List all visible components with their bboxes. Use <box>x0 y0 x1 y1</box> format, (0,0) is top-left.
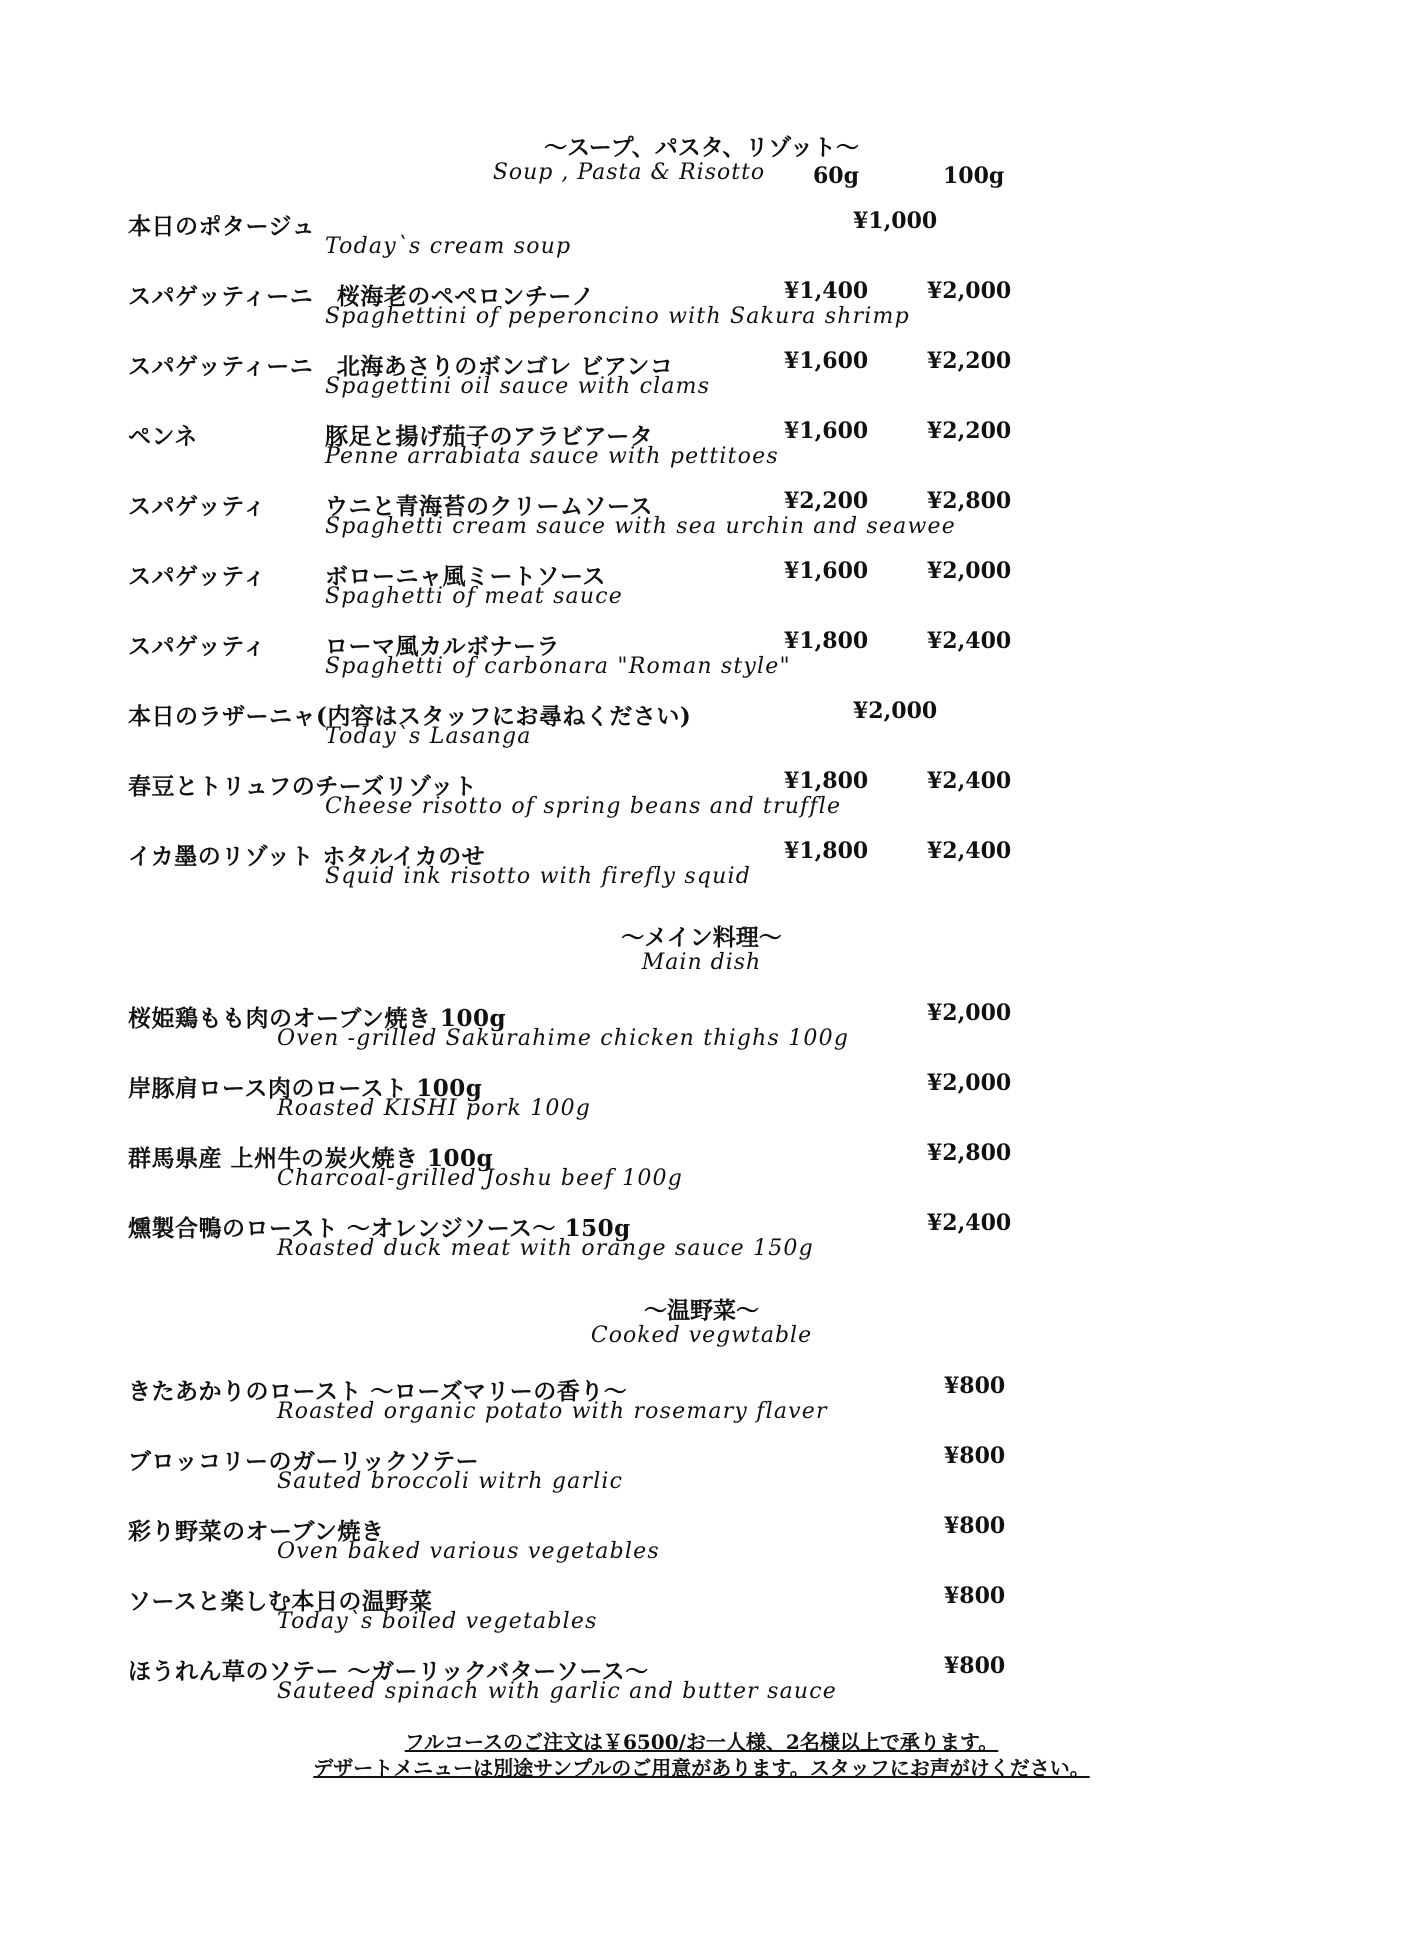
item-name-jp: 桜姫鶏もも肉のオーブン焼き 100g <box>128 1005 507 1032</box>
item-name-en: Spaghetti of meat sauce <box>325 584 623 609</box>
price: ¥1,000 <box>853 208 938 234</box>
item-name-jp: スパゲッティ <box>128 633 267 660</box>
item-name-jp-secondary: ボローニャ風ミートソース <box>325 563 606 590</box>
item-name-en: Today`s Lasanga <box>325 724 532 749</box>
item-name-jp: 春豆とトリュフのチーズリゾット <box>128 773 478 800</box>
menu-item <box>0 1373 1403 1431</box>
item-name-en: Spaghettini of peperoncino with Sakura shrimp <box>325 304 910 329</box>
price-60g: ¥1,800 <box>784 838 869 864</box>
dessert-note: デザートメニューは別途サンプルのご用意があります。スタッフにお声がけください。 <box>313 1756 1090 1780</box>
section-title-en: Soup , Pasta & Risotto <box>492 160 766 185</box>
price-100g: ¥2,000 <box>927 558 1012 584</box>
item-name-jp: ほうれん草のソテー ～ガーリックバターソース～ <box>128 1658 649 1685</box>
price: ¥2,000 <box>853 698 938 724</box>
course-note: フルコースのご注文は￥6500/お一人様、2名様以上で承ります。 <box>404 1730 999 1754</box>
item-name-jp: 彩り野菜のオーブン焼き <box>128 1518 385 1545</box>
menu-item <box>0 488 1403 546</box>
price-60g: ¥1,600 <box>784 418 869 444</box>
price-100g: ¥2,400 <box>927 628 1012 654</box>
item-name-jp-secondary: ローマ風カルボナーラ <box>325 633 560 660</box>
price-60g: ¥2,200 <box>784 488 869 514</box>
price: ¥2,000 <box>927 1070 1012 1096</box>
price-60g: ¥1,600 <box>784 348 869 374</box>
item-name-en: Roasted KISHI pork 100g <box>277 1096 592 1121</box>
menu-item <box>0 278 1403 336</box>
item-name-en: Spaghetti of carbonara "Roman style" <box>325 654 791 679</box>
price: ¥2,400 <box>927 1210 1012 1236</box>
item-name-en: Oven -grilled Sakurahime chicken thighs 100g <box>277 1026 850 1051</box>
column-header-60g: 60g <box>813 163 859 189</box>
item-name-en: Penne arrabiata sauce with pettitoes <box>325 444 779 469</box>
price-100g: ¥2,200 <box>927 348 1012 374</box>
item-name-jp: 岸豚肩ロース肉のロースト 100g <box>128 1075 483 1102</box>
section-title-jp: ～メイン料理～ <box>621 924 782 951</box>
item-name-en: Squid ink risotto with firefly squid <box>325 864 752 889</box>
item-name-en: Roasted duck meat with orange sauce 150g <box>277 1236 814 1261</box>
section-header-veg <box>0 1298 1403 1348</box>
item-name-jp: スパゲッティーニ 北海あさりのボンゴレ ビアンコ <box>128 353 674 380</box>
price: ¥800 <box>944 1443 1006 1469</box>
item-name-jp: ペンネ <box>128 423 198 450</box>
item-name-jp: きたあかりのロースト ～ローズマリーの香り～ <box>128 1378 628 1405</box>
item-name-en: Sauted broccoli witrh garlic <box>277 1469 624 1494</box>
item-name-en: Today`s cream soup <box>325 234 572 259</box>
item-name-jp: 本日のラザーニャ(内容はスタッフにお尋ねください) <box>128 703 692 730</box>
footer-notes <box>0 1729 1403 1781</box>
item-name-jp: 群馬県産 上州牛の炭火焼き 100g <box>128 1145 494 1172</box>
menu-item <box>0 418 1403 476</box>
menu-item <box>0 1210 1403 1268</box>
price-60g: ¥1,400 <box>784 278 869 304</box>
price-60g: ¥1,800 <box>784 628 869 654</box>
menu-item <box>0 628 1403 686</box>
price: ¥2,000 <box>927 1000 1012 1026</box>
item-name-jp-secondary: ウニと青海苔のクリームソース <box>325 493 653 520</box>
item-name-jp: 燻製合鴨のロースト ～オレンジソース～ 150g <box>128 1215 631 1242</box>
price-60g: ¥1,800 <box>784 768 869 794</box>
menu-item <box>0 1443 1403 1501</box>
item-name-en: Charcoal-grilled Joshu beef 100g <box>277 1166 684 1191</box>
item-name-en: Sauteed spinach with garlic and butter sauce <box>277 1679 838 1704</box>
item-name-jp: ソースと楽しむ本日の温野菜 <box>128 1588 433 1615</box>
menu-item <box>0 1583 1403 1641</box>
section-header-main <box>0 925 1403 975</box>
item-name-en: Spagettini oil sauce with clams <box>325 374 711 399</box>
item-name-en: Roasted organic potato with rosemary flaver <box>277 1399 828 1424</box>
item-name-jp: スパゲッティ <box>128 563 267 590</box>
menu-item <box>0 558 1403 616</box>
menu-item <box>0 1513 1403 1571</box>
item-name-jp: ブロッコリーのガーリックソテー <box>128 1448 480 1475</box>
item-name-en: Today`s boiled vegetables <box>277 1609 598 1634</box>
price-100g: ¥2,400 <box>927 768 1012 794</box>
item-name-jp: 本日のポタージュ <box>128 213 316 240</box>
menu-item <box>0 698 1403 756</box>
menu-item <box>0 1070 1403 1128</box>
menu-item <box>0 768 1403 826</box>
section-title-jp: ～温野菜～ <box>644 1297 759 1324</box>
section-header-pasta <box>0 135 1403 185</box>
section-title-en: Main dish <box>641 950 762 975</box>
price: ¥800 <box>944 1583 1006 1609</box>
price-100g: ¥2,400 <box>927 838 1012 864</box>
item-name-en: Oven baked various vegetables <box>277 1539 660 1564</box>
column-header-100g: 100g <box>943 163 1005 189</box>
price: ¥800 <box>944 1653 1006 1679</box>
price-60g: ¥1,600 <box>784 558 869 584</box>
item-name-jp: スパゲッティ <box>128 493 267 520</box>
item-name-en: Cheese risotto of spring beans and truffle <box>325 794 842 819</box>
menu-item <box>0 348 1403 406</box>
price: ¥2,800 <box>927 1140 1012 1166</box>
section-title-jp: ～スープ、パスタ、リゾット～ <box>543 134 860 161</box>
section-title-en: Cooked vegwtable <box>590 1323 813 1348</box>
menu-item <box>0 1653 1403 1711</box>
item-name-jp: スパゲッティーニ 桜海老のペペロンチーノ <box>128 283 595 310</box>
price: ¥800 <box>944 1513 1006 1539</box>
price-100g: ¥2,800 <box>927 488 1012 514</box>
item-name-jp-secondary: 豚足と揚げ茄子のアラビアータ <box>325 423 654 450</box>
menu-item <box>0 1000 1403 1058</box>
menu-item <box>0 1140 1403 1198</box>
price-100g: ¥2,200 <box>927 418 1012 444</box>
menu-item <box>0 208 1403 266</box>
menu-item <box>0 838 1403 896</box>
item-name-jp: イカ墨のリゾット ホタルイカのせ <box>128 843 486 870</box>
price: ¥800 <box>944 1373 1006 1399</box>
item-name-en: Spaghetti cream sauce with sea urchin and seawee <box>325 514 956 539</box>
price-100g: ¥2,000 <box>927 278 1012 304</box>
